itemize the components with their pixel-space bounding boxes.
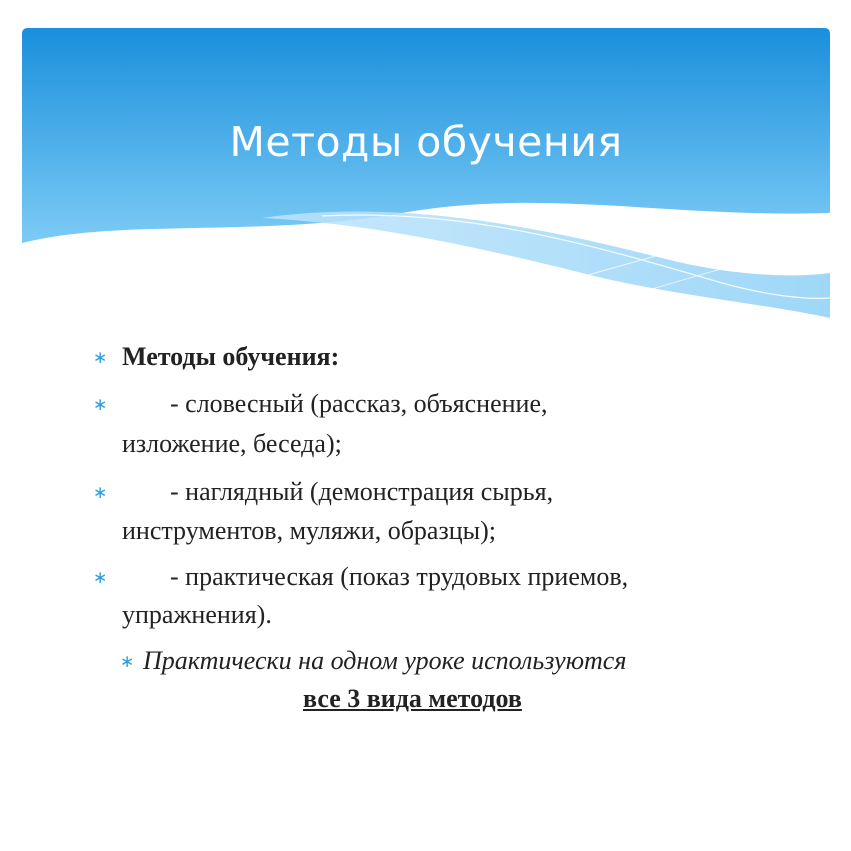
bullet-icon: ∗ bbox=[93, 395, 108, 415]
verbal-method-line-1: - словесный (рассказ, объяснение, bbox=[170, 389, 548, 418]
bullet-icon: ∗ bbox=[93, 348, 108, 368]
summary-note: Практически на одном уроке используются bbox=[143, 646, 627, 675]
bullet-icon: ∗ bbox=[120, 652, 135, 672]
methods-heading: Методы обучения: bbox=[122, 342, 340, 371]
bullet-icon: ∗ bbox=[93, 483, 108, 503]
summary-emphasis: все 3 вида методов bbox=[303, 684, 522, 713]
practical-method-line-2: упражнения). bbox=[122, 600, 272, 629]
verbal-method-line-2: изложение, беседа); bbox=[122, 429, 342, 458]
practical-method-line-1: - практическая (показ трудовых приемов, bbox=[170, 562, 629, 591]
slide-title: Методы обучения bbox=[229, 118, 623, 166]
bullet-icon: ∗ bbox=[93, 568, 108, 588]
visual-method-line-1: - наглядный (демонстрация сырья, bbox=[170, 477, 554, 506]
visual-method-line-2: инструментов, муляжи, образцы); bbox=[122, 516, 496, 545]
